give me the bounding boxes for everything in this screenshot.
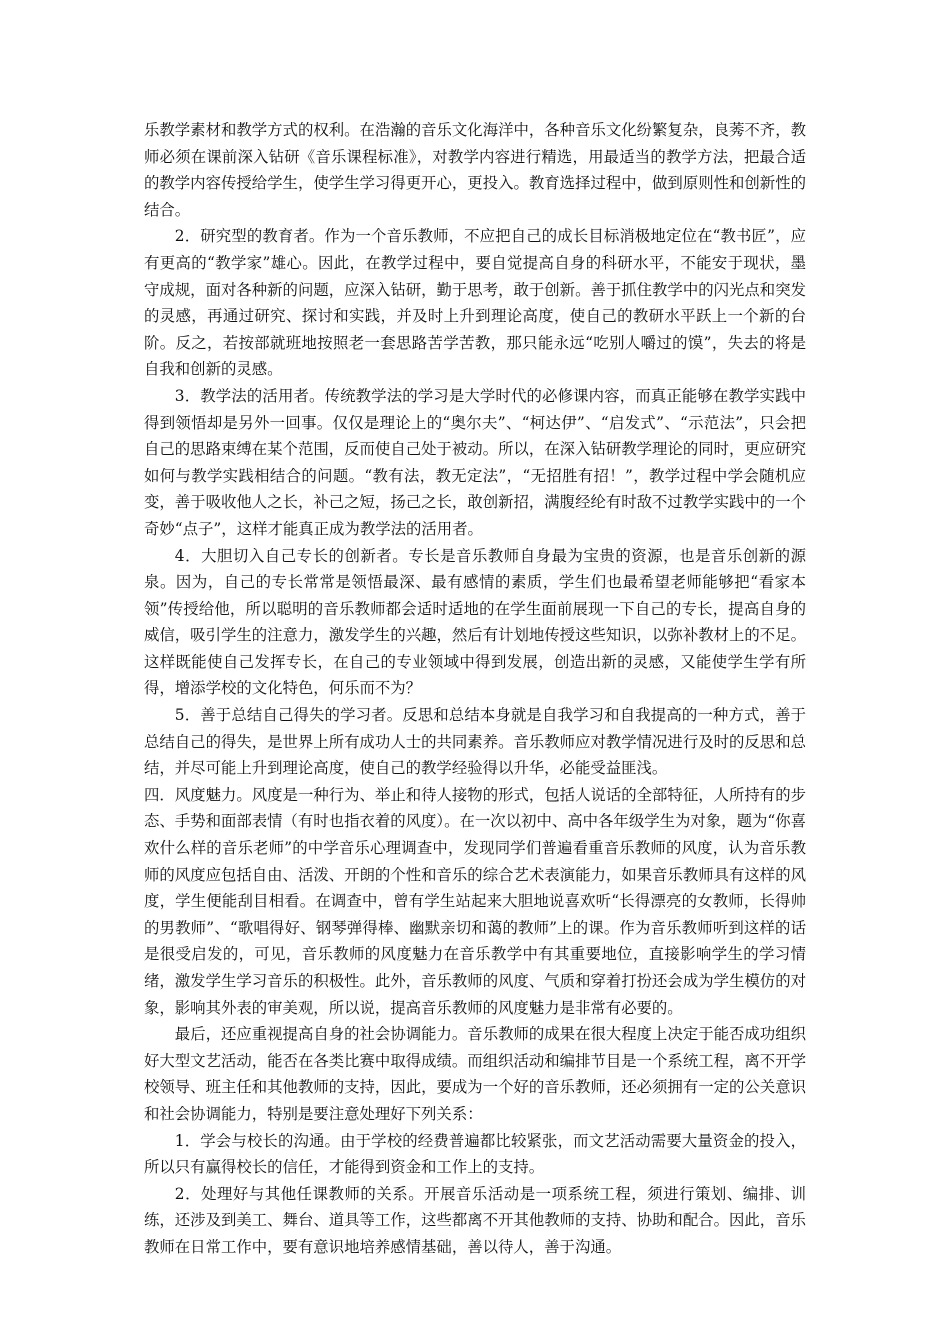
paragraph-principal-communication: 1．学会与校长的沟通。由于学校的经费普遍都比较紧张，而文艺活动需要大量资金的投入，所以只有赢得校长的信任，才能得到资金和工作上的支持。 [144, 1131, 806, 1177]
paragraph-teaching-method: 3．教学法的活用者。传统教学法的学习是大学时代的必修课内容，而真正能够在教学实践中得到领悟却是另外一回事。仅仅是理论上的“奥尔夫”、“柯达伊”、“启发式”、“示范法”，只会把自己的思路束缚在某个范围，反而使自己处于被动。所以，在深入钻研教学理论的同时，更应研究如何与教学实践相结合的问题。“教有法，教无定法”，“无招胜有招！”，教学过程中学会随机应变，善于吸收他人之长，补己之短，扬己之长，敢创新招，满腹经纶有时敌不过教学实践中的一个奇妙“点子”，这样才能真正成为教学法的活用者。 [144, 386, 806, 538]
paragraph-research-educator: 2．研究型的教育者。作为一个音乐教师，不应把自己的成长目标消极地定位在“教书匠”，应有更高的“教学家”雄心。因此，在教学过程中，要自觉提高自身的科研水平，不能安于现状，墨守成规，面对各种新的问题，应深入钻研，勤于思考，敢于创新。善于抓住教学中的闪光点和突发的灵感，再通过研究、探讨和实践，并及时上升到理论高度，使自己的教研水平跃上一个新的台阶。反之，若按部就班地按照老一套思路苦学苦教，那只能永远“吃别人嚼过的馍”，失去的将是自我和创新的灵感。 [144, 227, 806, 379]
paragraph-specialty-innovator: 4．大胆切入自己专长的创新者。专长是音乐教师自身最为宝贵的资源，也是音乐创新的源泉。因为，自己的专长常常是领悟最深、最有感情的素质，学生们也最希望老师能够把“看家本领”传授给他，所以聪明的音乐教师都会适时适地的在学生面前展现一下自己的专长，提高自身的威信，吸引学生的注意力，激发学生的兴趣，然后有计划地传授这些知识，以弥补教材上的不足。这样既能使自己发挥专长，在自己的专业领域中得到发展，创造出新的灵感，又能使学生学有所得，增添学校的文化特色，何乐而不为？ [144, 546, 806, 698]
paragraph-self-reflection: 5．善于总结自己得失的学习者。反思和总结本身就是自我学习和自我提高的一种方式，善于总结自己的得失，是世界上所有成功人士的共同素养。音乐教师应对教学情况进行及时的反思和总结，并尽可能上升到理论高度，使自己的教学经验得以升华，必能受益匪浅。 [144, 706, 806, 778]
paragraph-1: 乐教学素材和教学方式的权利。在浩瀚的音乐文化海洋中，各种音乐文化纷繁复杂，良莠不齐，教师必须在课前深入钻研《音乐课程标准》，对教学内容进行精选，用最适当的教学方法，把最合适的教学内容传授给学生，使学生学习得更开心，更投入。教育选择过程中，做到原则性和创新性的结合。 [144, 121, 806, 219]
paragraph-demeanor-charm: 四．风度魅力。风度是一种行为、举止和待人接物的形式，包括人说话的全部特征，人所持有的步态、手势和面部表情（有时也指衣着的风度）。在一次以初中、高中各年级学生为对象，题为“你喜欢什么样的音乐老师”的中学音乐心理调查中，发现同学们普遍看重音乐教师的风度，认为音乐教师的风度应包括自由、活泼、开朗的个性和音乐的综合艺术表演能力，如果音乐教师具有这样的风度，学生便能刮目相看。在调查中，曾有学生站起来大胆地说喜欢听“长得漂亮的女教师，长得帅的男教师”、“歌唱得好、钢琴弹得棒、幽默亲切和蔼的教师”上的课。作为音乐教师听到这样的话是很受启发的，可见，音乐教师的风度魅力在音乐教学中有其重要地位，直接影响学生的学习情绪，激发学生学习音乐的积极性。此外，音乐教师的风度、气质和穿着打扮还会成为学生模仿的对象，影响其外表的审美观，所以说，提高音乐教师的风度魅力是非常有必要的。 [144, 785, 806, 1017]
paragraph-social-coordination: 最后，还应重视提高自身的社会协调能力。音乐教师的成果在很大程度上决定于能否成功组织好大型文艺活动，能否在各类比赛中取得成绩。而组织活动和编排节目是一个系统工程，离不开学校领导、班主任和其他教师的支持，因此，要成为一个好的音乐教师，还必须拥有一定的公关意识和社会协调能力，特别是要注意处理好下列关系： [144, 1025, 806, 1123]
document-body [144, 117, 806, 1261]
paragraph-colleague-relations: 2．处理好与其他任课教师的关系。开展音乐活动是一项系统工程，须进行策划、编排、训练，还涉及到美工、舞台、道具等工作，这些都离不开其他教师的支持、协助和配合。因此，音乐教师在日常工作中，要有意识地培养感情基础，善以待人，善于沟通。 [144, 1184, 806, 1256]
